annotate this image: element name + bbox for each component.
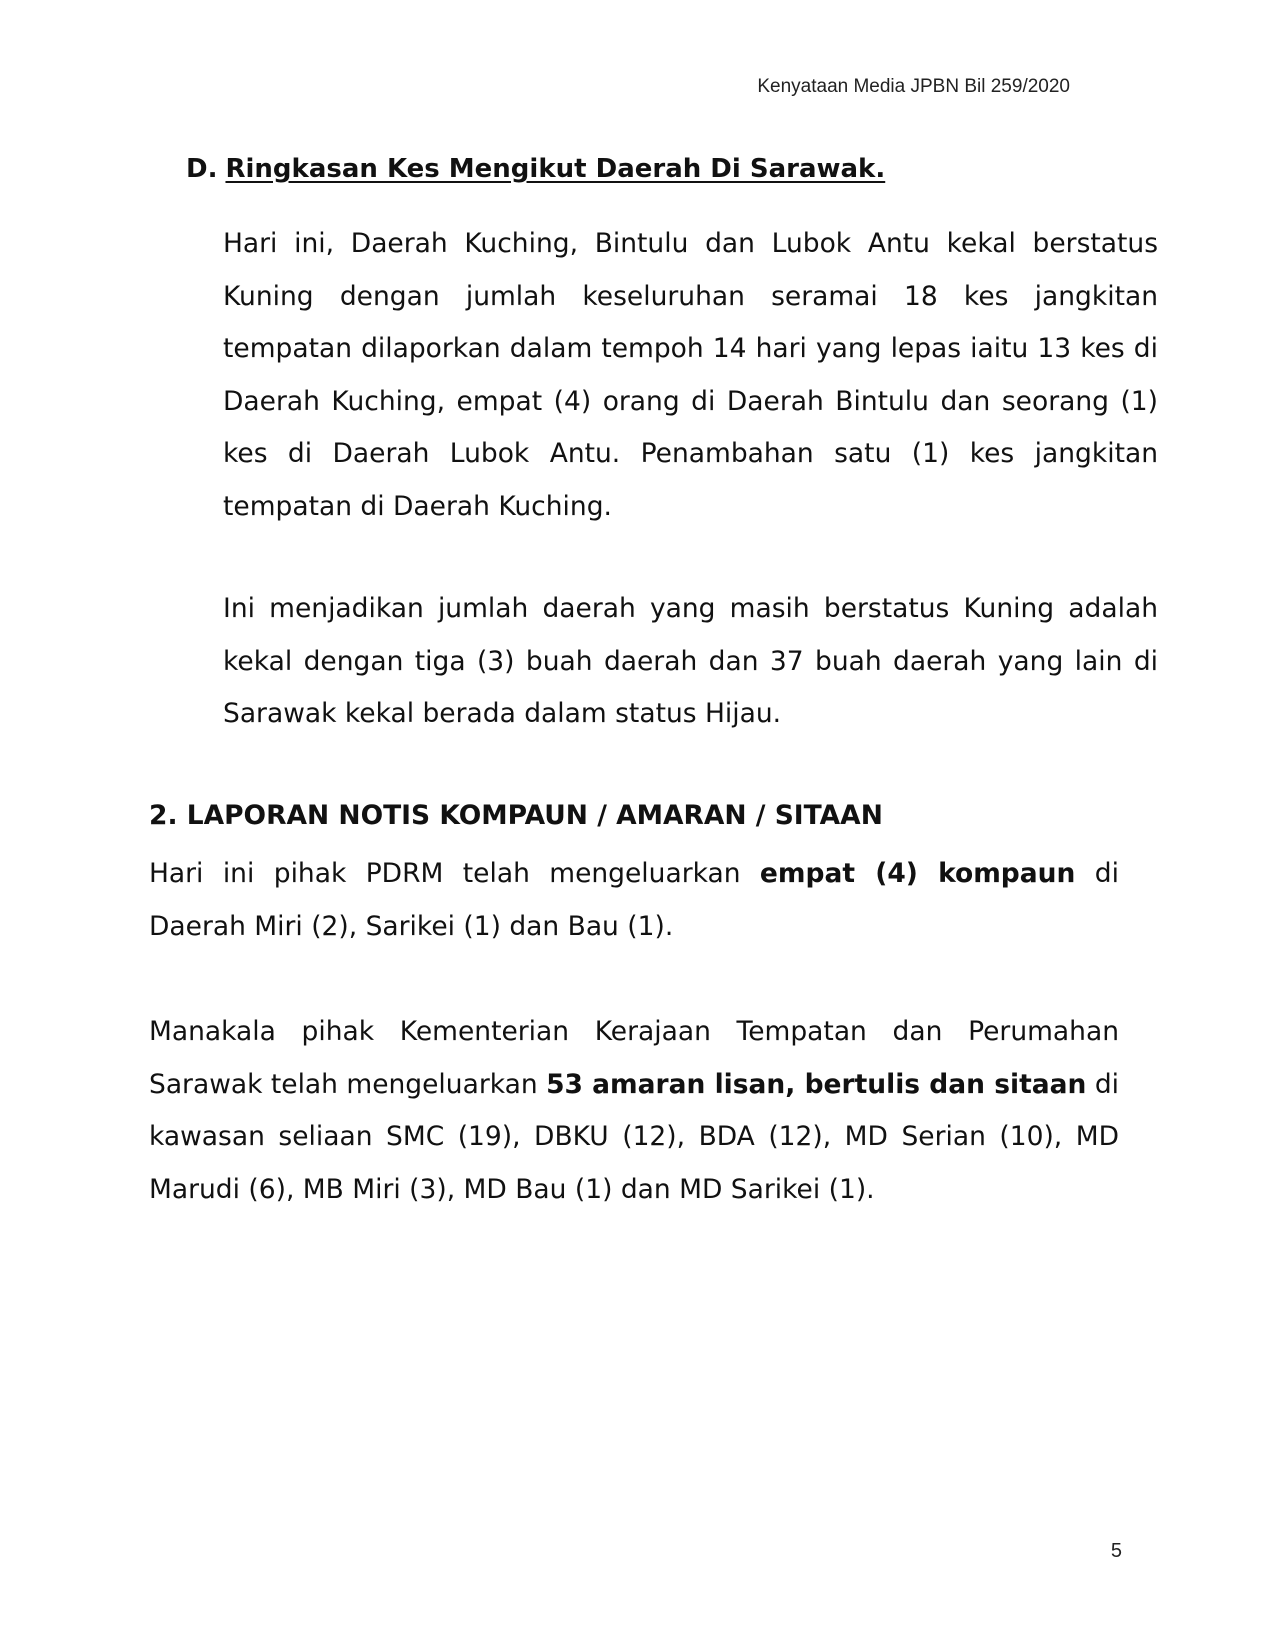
paragraph-text: di kawasan seliaan SMC (19), DBKU (12), BDA (12), MD Serian (10), MD Marudi (6), MB Miri (3), MD Bau (1) dan MD Sarikei (1). xyxy=(149,1068,1119,1205)
section-d-paragraph-1: Hari ini, Daerah Kuching, Bintulu dan Lubok Antu kekal berstatus Kuning dengan jumlah keseluruhan seramai 18 kes jangkitan tempatan dilaporkan dalam tempoh 14 hari yang lepas iaitu 13 kes di Daerah Kuching, empat (4) orang di Daerah Bintulu dan seorang (1) kes di Daerah Lubok Antu. Penambahan satu (1) kes jangkitan tempatan di Daerah Kuching. xyxy=(223,228,1158,522)
compound-count-emphasis: empat (4) kompaun xyxy=(759,858,1076,889)
paragraph-text: Hari ini pihak PDRM telah mengeluarkan xyxy=(149,858,760,889)
page-number: 5 xyxy=(1110,1540,1122,1562)
section-2-heading: 2. LAPORAN NOTIS KOMPAUN / AMARAN / SITAAN xyxy=(149,800,883,831)
section-2-paragraph-1 xyxy=(149,848,1119,953)
section-d-paragraph-2: Ini menjadikan jumlah daerah yang masih berstatus Kuning adalah kekal dengan tiga (3) buah daerah dan 37 buah daerah yang lain di Sarawak kekal berada dalam status Hijau. xyxy=(223,593,1158,729)
section-d-title: Ringkasan Kes Mengikut Daerah Di Sarawak. xyxy=(225,154,886,184)
section-2-paragraph-2 xyxy=(149,1006,1119,1216)
paragraph-text: di Daerah Miri (2), Sarikei (1) dan Bau (1). xyxy=(149,858,1119,942)
document-reference: Kenyataan Media JPBN Bil 259/2020 xyxy=(757,76,1070,97)
section-d-letter: D. xyxy=(186,154,218,184)
section-d-heading xyxy=(186,154,885,184)
warning-count-emphasis: 53 amaran lisan, bertulis dan sitaan xyxy=(546,1068,1087,1100)
paragraph-text: Manakala pihak Kementerian Kerajaan Tempatan dan Perumahan Sarawak telah mengeluarkan xyxy=(149,1016,1119,1100)
